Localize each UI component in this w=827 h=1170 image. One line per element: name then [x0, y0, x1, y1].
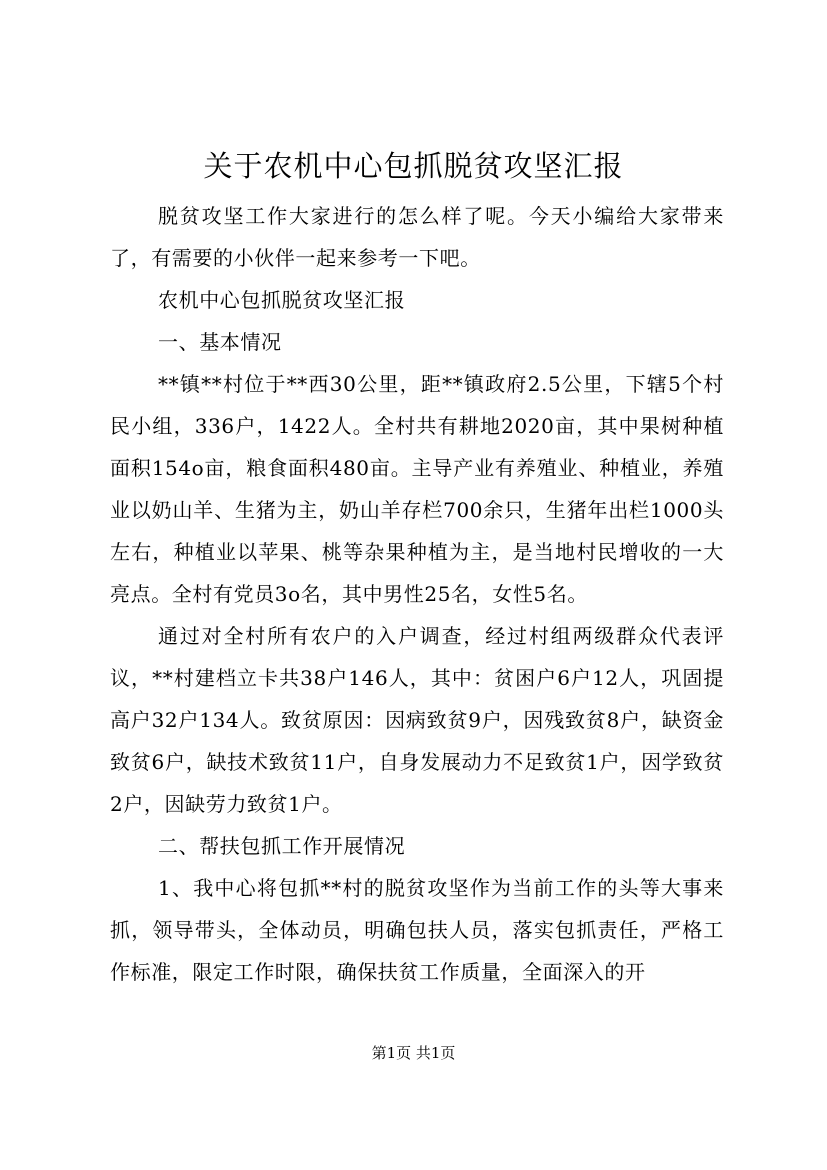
intro-paragraph: 脱贫攻坚工作大家进行的怎么样了呢。今天小编给大家带来了，有需要的小伙伴一起来参考一下吧。 [110, 204, 724, 270]
section-heading-basic-situation: 一、基本情况 [158, 330, 282, 354]
assistance-work-paragraph: 1、我中心将包抓**村的脱贫攻坚作为当前工作的头等大事来抓，领导带头，全体动员，明确包扶人员，落实包抓责任，严格工作标准，限定工作时限，确保扶贫工作质量，全面深入的开 [110, 876, 724, 984]
report-subtitle: 农机中心包抓脱贫攻坚汇报 [158, 288, 406, 312]
document-title: 关于农机中心包抓脱贫攻坚汇报 [203, 149, 624, 183]
poverty-survey-paragraph: 通过对全村所有农户的入户调查，经过村组两级群众代表评议，**村建档立卡共38户146人，其中：贫困户6户12人，巩固提高户32户134人。致贫原因：因病致贫9户，因残致贫8户，缺资金致贫6户，缺技术致贫11户，自身发展动力不足致贫1户，因学致贫2户，因缺劳力致贫1户。 [110, 624, 724, 816]
village-overview-paragraph: **镇**村位于**西30公里，距**镇政府2.5公里，下辖5个村民小组，336户，1422人。全村共有耕地2020亩，其中果树种植面积154o亩，粮食面积480亩。主导产业有养殖业、种植业，养殖业以奶山羊、生猪为主，奶山羊存栏700余只，生猪年出栏1000头左右，种植业以苹果、桃等杂果种植为主，是当地村民增收的一大亮点。全村有党员3o名，其中男性25名，女性5名。 [110, 372, 724, 606]
document-body [110, 195, 724, 993]
section-heading-assistance-work: 二、帮扶包抓工作开展情况 [158, 834, 406, 858]
page-footer: 第1页 共1页 [371, 1044, 456, 1062]
